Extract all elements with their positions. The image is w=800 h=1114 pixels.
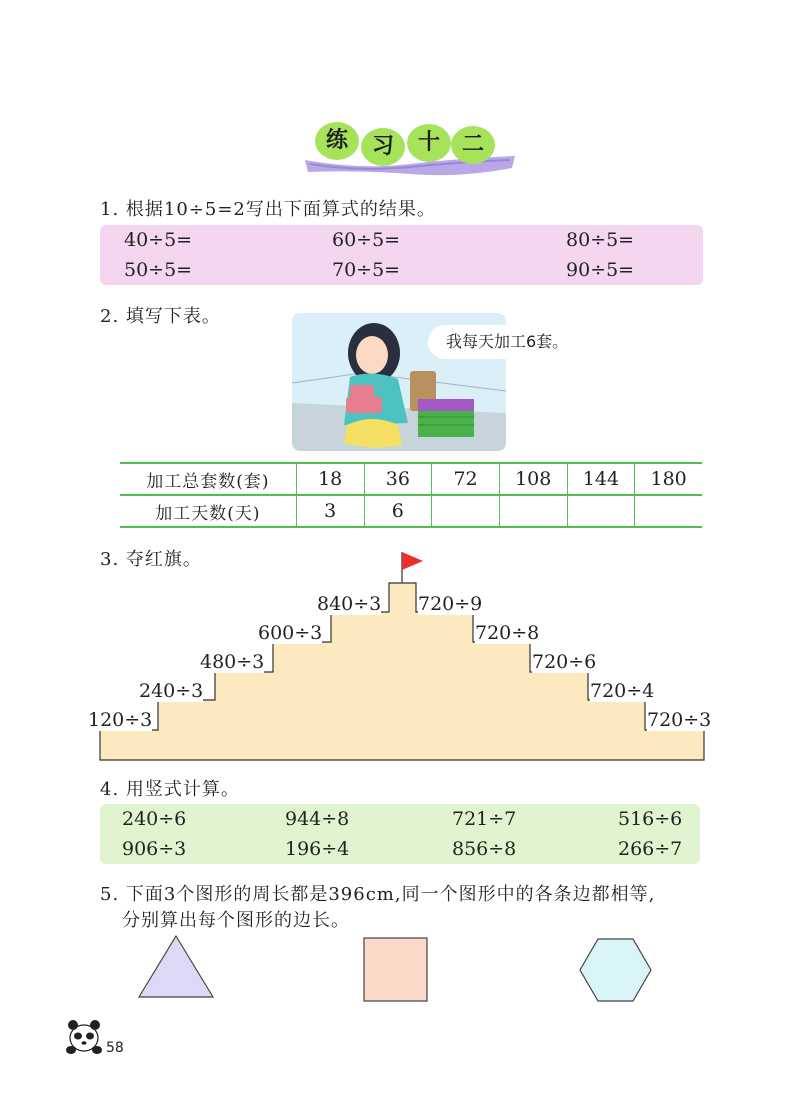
question-1-text: 1. 根据10÷5=2写出下面算式的结果。	[100, 199, 436, 220]
panda-icon	[64, 1014, 104, 1058]
step-label-left: 840÷3	[317, 593, 382, 615]
question-5-text-line2: 分别算出每个图形的边长。	[122, 910, 350, 931]
triangle-shape	[139, 936, 213, 997]
expression: 90÷5=	[566, 259, 635, 281]
title-char-4: 二	[450, 124, 496, 166]
table-cell: 36	[364, 463, 432, 495]
step-label-left: 240÷3	[139, 680, 204, 702]
table-cell: 144	[567, 463, 635, 495]
expression: 50÷5=	[124, 259, 193, 281]
hexagon-shape	[580, 939, 651, 1001]
title-char-3: 十	[406, 122, 452, 164]
table-header-cell: 加工总套数(套)	[120, 463, 296, 495]
page-number: 58	[106, 1040, 124, 1056]
step-label-right: 720÷8	[475, 622, 540, 644]
step-label-right: 720÷6	[532, 651, 597, 673]
table-cell: 72	[432, 463, 500, 495]
expression: 516÷6	[618, 808, 683, 830]
expression: 906÷3	[122, 838, 187, 860]
table-cell: 108	[499, 463, 567, 495]
square-shape	[364, 938, 427, 1001]
speech-text: 我每天加工6套。	[446, 332, 569, 351]
table-header-cell: 加工天数(天)	[120, 495, 296, 527]
expression: 721÷7	[452, 808, 517, 830]
expression: 944÷8	[285, 808, 350, 830]
expression: 240÷6	[122, 808, 187, 830]
step-label-left: 120÷3	[88, 709, 153, 731]
step-label-left: 480÷3	[200, 651, 265, 673]
expression: 40÷5=	[124, 229, 193, 251]
expression: 856÷8	[452, 838, 517, 860]
expression: 60÷5=	[332, 229, 401, 251]
step-label-right: 720÷3	[647, 709, 712, 731]
expression: 70÷5=	[332, 259, 401, 281]
question-2-text: 2. 填写下表。	[100, 306, 221, 327]
expression: 266÷7	[618, 838, 683, 860]
title-char-2: 习	[360, 126, 406, 168]
expression: 80÷5=	[566, 229, 635, 251]
step-label-right: 720÷4	[590, 680, 655, 702]
table-cell: 6	[364, 495, 432, 527]
question-3-text: 3. 夺红旗。	[100, 549, 202, 570]
question-5-text-line1: 5. 下面3个图形的周长都是396cm,同一个图形中的各条边都相等,	[100, 884, 656, 905]
expression: 196÷4	[285, 838, 350, 860]
title-char-1: 练	[314, 120, 360, 162]
table-cell: 18	[296, 463, 364, 495]
question-4-text: 4. 用竖式计算。	[100, 779, 240, 800]
table-cell: 3	[296, 495, 364, 527]
table-cell: 180	[635, 463, 702, 495]
step-label-right: 720÷9	[418, 593, 483, 615]
step-label-left: 600÷3	[258, 622, 323, 644]
